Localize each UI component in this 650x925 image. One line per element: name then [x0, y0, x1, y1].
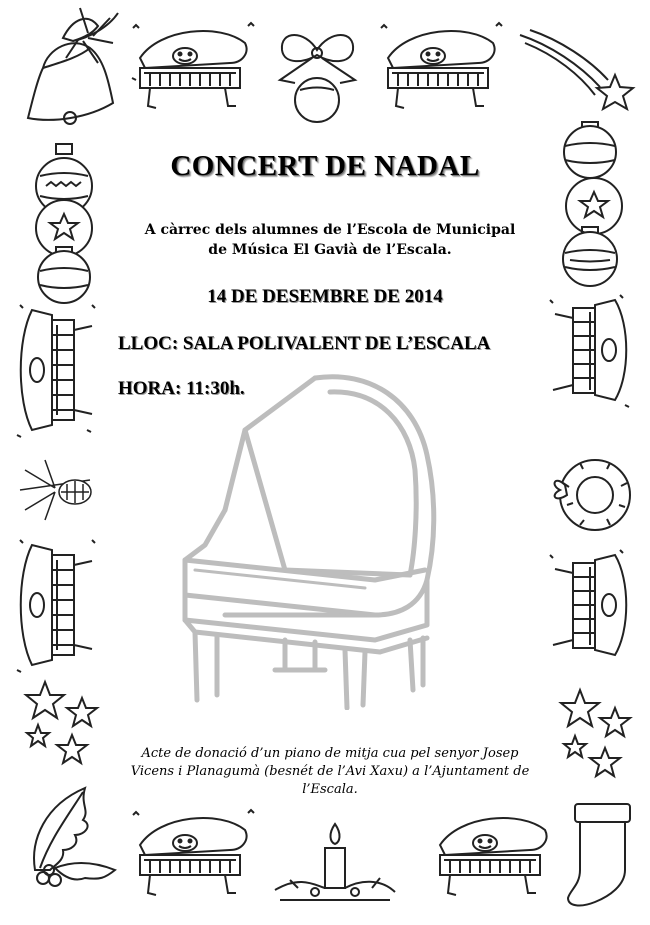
shooting-star-icon	[510, 25, 640, 120]
poster-title: CONCERT DE NADAL	[170, 150, 480, 182]
cartoon-piano-icon	[378, 18, 506, 113]
cartoon-piano-icon	[545, 290, 635, 410]
cartoon-piano-icon	[130, 18, 258, 113]
stocking-icon	[560, 800, 640, 910]
donation-note-line-1: Acte de donació d’un piano de mitja cua pel senyor Josep	[141, 746, 519, 761]
cartoon-piano-icon	[130, 805, 258, 900]
concert-time: HORA: 11:30h.	[118, 378, 245, 399]
donation-note-line-3: l’Escala.	[302, 782, 358, 797]
bauble-icon	[555, 225, 625, 290]
pinecone-icon	[15, 450, 95, 530]
grand-piano-icon	[165, 370, 465, 710]
cartoon-piano-icon	[12, 535, 102, 675]
concert-place: LLOC: SALA POLIVALENT DE L’ESCALA	[118, 333, 491, 354]
organizer-line-1: A càrrec dels alumnes de l’Escola de Municipal	[144, 222, 516, 238]
wreath-icon	[545, 445, 640, 540]
cartoon-piano-icon	[12, 300, 102, 440]
holly-icon	[15, 780, 125, 890]
bow-ornament-icon	[270, 25, 365, 125]
candle-icon	[270, 820, 400, 905]
bauble-icon	[32, 245, 97, 305]
concert-date: 14 DE DESEMBRE DE 2014	[207, 286, 443, 307]
bell-icon	[18, 8, 128, 128]
donation-note-line-2: Vicens i Planagumà (besnét de l’Avi Xaxu) a l’Ajuntament de	[130, 764, 530, 779]
cartoon-piano-icon	[430, 805, 558, 900]
star-icon	[20, 680, 105, 775]
organizer-line-2: de Música El Gavià de l’Escala.	[208, 242, 452, 258]
star-icon	[555, 688, 635, 788]
cartoon-piano-icon	[545, 545, 635, 665]
donation-note	[120, 745, 540, 799]
